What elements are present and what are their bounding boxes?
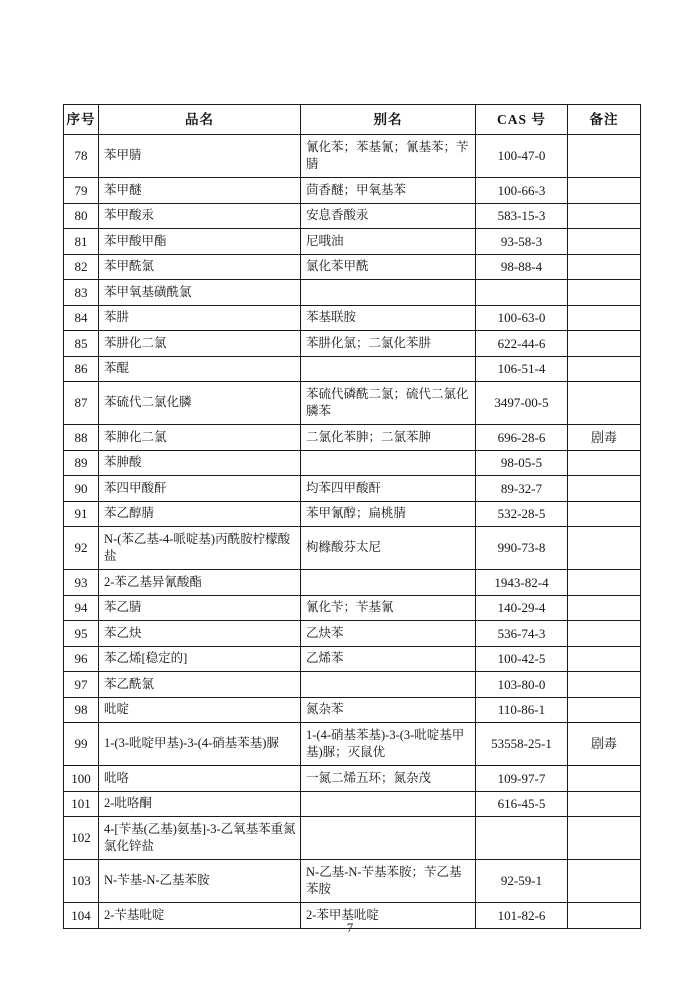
cell-remark — [568, 672, 641, 698]
cell-serial-number: 80 — [64, 203, 99, 229]
column-header: 备注 — [568, 105, 641, 135]
cell-cas-number: 1943-82-4 — [476, 570, 568, 596]
cell-remark: 剧毒 — [568, 425, 641, 451]
cell-product-name: 苯胂酸 — [99, 450, 301, 476]
cell-alias: 安息香酸汞 — [301, 203, 476, 229]
cell-cas-number: 53558-25-1 — [476, 723, 568, 766]
cell-serial-number: 84 — [64, 305, 99, 331]
cell-remark — [568, 817, 641, 860]
cell-product-name: 2-苯乙基异氰酸酯 — [99, 570, 301, 596]
cell-alias: 茴香醚；甲氧基苯 — [301, 178, 476, 204]
table-row — [64, 254, 641, 280]
cell-product-name: N-(苯乙基-4-哌啶基)丙酰胺柠檬酸盐 — [99, 527, 301, 570]
cell-product-name: 吡咯 — [99, 766, 301, 792]
table-row — [64, 305, 641, 331]
cell-serial-number: 95 — [64, 621, 99, 647]
cell-remark — [568, 331, 641, 357]
cell-remark — [568, 527, 641, 570]
cell-cas-number: 93-58-3 — [476, 229, 568, 255]
cell-cas-number: 89-32-7 — [476, 476, 568, 502]
cell-product-name: 苯硫代二氯化膦 — [99, 382, 301, 425]
cell-remark — [568, 229, 641, 255]
cell-cas-number: 110-86-1 — [476, 697, 568, 723]
cell-alias: 2-苯甲基吡啶 — [301, 903, 476, 929]
cell-remark — [568, 766, 641, 792]
cell-alias: 氮杂苯 — [301, 697, 476, 723]
cell-cas-number: 106-51-4 — [476, 356, 568, 382]
cell-remark — [568, 450, 641, 476]
cell-cas-number: 622-44-6 — [476, 331, 568, 357]
table-row — [64, 570, 641, 596]
cell-cas-number: 98-05-5 — [476, 450, 568, 476]
cell-product-name: N-苄基-N-乙基苯胺 — [99, 860, 301, 903]
cell-alias: 乙炔苯 — [301, 621, 476, 647]
cell-remark: 剧毒 — [568, 723, 641, 766]
table-row — [64, 791, 641, 817]
cell-serial-number: 79 — [64, 178, 99, 204]
page-number: 7 — [346, 920, 354, 935]
cell-serial-number: 83 — [64, 280, 99, 306]
cell-product-name: 苯醌 — [99, 356, 301, 382]
cell-product-name: 苯乙炔 — [99, 621, 301, 647]
cell-alias — [301, 791, 476, 817]
table-row — [64, 229, 641, 255]
cell-remark — [568, 791, 641, 817]
cell-product-name: 苯甲腈 — [99, 135, 301, 178]
table-row — [64, 476, 641, 502]
cell-alias: 二氯化苯胂；二氯苯胂 — [301, 425, 476, 451]
cell-product-name: 苯肼 — [99, 305, 301, 331]
column-header: 别名 — [301, 105, 476, 135]
cell-serial-number: 89 — [64, 450, 99, 476]
cell-remark — [568, 646, 641, 672]
cell-serial-number: 88 — [64, 425, 99, 451]
cell-cas-number: 98-88-4 — [476, 254, 568, 280]
cell-remark — [568, 501, 641, 527]
cell-alias: 氰化苄；苄基氰 — [301, 595, 476, 621]
cell-alias: 乙烯苯 — [301, 646, 476, 672]
cell-cas-number: 583-15-3 — [476, 203, 568, 229]
table-row — [64, 178, 641, 204]
cell-serial-number: 96 — [64, 646, 99, 672]
cell-alias: 尼哦油 — [301, 229, 476, 255]
cell-serial-number: 86 — [64, 356, 99, 382]
cell-alias — [301, 672, 476, 698]
cell-alias: 苯基联胺 — [301, 305, 476, 331]
cell-alias — [301, 450, 476, 476]
cell-remark — [568, 135, 641, 178]
table-row — [64, 672, 641, 698]
cell-product-name: 苯四甲酸酐 — [99, 476, 301, 502]
cell-cas-number: 101-82-6 — [476, 903, 568, 929]
chemical-list-table — [63, 104, 641, 929]
cell-remark — [568, 280, 641, 306]
table-row — [64, 527, 641, 570]
cell-alias: 苯硫代磷酰二氯；硫代二氯化膦苯 — [301, 382, 476, 425]
table-row — [64, 450, 641, 476]
cell-cas-number: 100-47-0 — [476, 135, 568, 178]
table-row — [64, 646, 641, 672]
cell-product-name: 苯胂化二氯 — [99, 425, 301, 451]
cell-product-name: 4-[苄基(乙基)氨基]-3-乙氧基苯重氮氯化锌盐 — [99, 817, 301, 860]
cell-serial-number: 82 — [64, 254, 99, 280]
cell-product-name: 苯甲酸甲酯 — [99, 229, 301, 255]
cell-serial-number: 103 — [64, 860, 99, 903]
cell-product-name: 苯甲酰氯 — [99, 254, 301, 280]
cell-remark — [568, 178, 641, 204]
cell-cas-number: 109-97-7 — [476, 766, 568, 792]
table-row — [64, 766, 641, 792]
cell-cas-number: 532-28-5 — [476, 501, 568, 527]
cell-cas-number: 100-66-3 — [476, 178, 568, 204]
table-row — [64, 356, 641, 382]
cell-serial-number: 102 — [64, 817, 99, 860]
table-row — [64, 331, 641, 357]
cell-serial-number: 101 — [64, 791, 99, 817]
cell-alias — [301, 570, 476, 596]
cell-cas-number: 100-42-5 — [476, 646, 568, 672]
cell-cas-number — [476, 817, 568, 860]
cell-cas-number: 100-63-0 — [476, 305, 568, 331]
cell-serial-number: 90 — [64, 476, 99, 502]
cell-remark — [568, 697, 641, 723]
cell-serial-number: 87 — [64, 382, 99, 425]
cell-cas-number: 140-29-4 — [476, 595, 568, 621]
table-header-row — [64, 105, 641, 135]
cell-serial-number: 81 — [64, 229, 99, 255]
cell-product-name: 苯甲醚 — [99, 178, 301, 204]
cell-serial-number: 98 — [64, 697, 99, 723]
cell-product-name: 苯乙醇腈 — [99, 501, 301, 527]
cell-product-name: 苯肼化二氯 — [99, 331, 301, 357]
cell-alias: 枸橼酸芬太尼 — [301, 527, 476, 570]
cell-cas-number: 696-28-6 — [476, 425, 568, 451]
cell-remark — [568, 860, 641, 903]
cell-remark — [568, 621, 641, 647]
cell-alias: 苯肼化氯；二氯化苯肼 — [301, 331, 476, 357]
cell-serial-number: 91 — [64, 501, 99, 527]
column-header: 序号 — [64, 105, 99, 135]
cell-alias: 氯化苯甲酰 — [301, 254, 476, 280]
cell-serial-number: 93 — [64, 570, 99, 596]
table-row — [64, 697, 641, 723]
cell-cas-number — [476, 280, 568, 306]
cell-remark — [568, 305, 641, 331]
cell-remark — [568, 595, 641, 621]
cell-alias — [301, 356, 476, 382]
cell-product-name: 2-苄基吡啶 — [99, 903, 301, 929]
cell-product-name: 吡啶 — [99, 697, 301, 723]
cell-product-name: 苯乙腈 — [99, 595, 301, 621]
cell-remark — [568, 203, 641, 229]
cell-alias: 苯甲氰醇；扁桃腈 — [301, 501, 476, 527]
cell-alias — [301, 280, 476, 306]
column-header: CAS 号 — [476, 105, 568, 135]
table-row — [64, 723, 641, 766]
cell-cas-number: 103-80-0 — [476, 672, 568, 698]
table-row — [64, 203, 641, 229]
column-header: 品名 — [99, 105, 301, 135]
table-row — [64, 425, 641, 451]
cell-serial-number: 92 — [64, 527, 99, 570]
table-row — [64, 860, 641, 903]
table-row — [64, 135, 641, 178]
cell-serial-number: 100 — [64, 766, 99, 792]
table-row — [64, 621, 641, 647]
cell-alias: 一氮二烯五环；氮杂茂 — [301, 766, 476, 792]
cell-alias: 均苯四甲酸酐 — [301, 476, 476, 502]
cell-serial-number: 85 — [64, 331, 99, 357]
cell-product-name: 2-吡咯酮 — [99, 791, 301, 817]
cell-remark — [568, 382, 641, 425]
cell-alias: N-乙基-N-苄基苯胺；苄乙基苯胺 — [301, 860, 476, 903]
table-row — [64, 595, 641, 621]
cell-product-name: 1-(3-吡啶甲基)-3-(4-硝基苯基)脲 — [99, 723, 301, 766]
table-row — [64, 817, 641, 860]
cell-product-name: 苯甲酸汞 — [99, 203, 301, 229]
cell-alias — [301, 817, 476, 860]
cell-product-name: 苯乙烯[稳定的] — [99, 646, 301, 672]
cell-cas-number: 536-74-3 — [476, 621, 568, 647]
cell-serial-number: 78 — [64, 135, 99, 178]
cell-remark — [568, 356, 641, 382]
cell-cas-number: 616-45-5 — [476, 791, 568, 817]
cell-cas-number: 990-73-8 — [476, 527, 568, 570]
cell-cas-number: 3497-00-5 — [476, 382, 568, 425]
cell-serial-number: 99 — [64, 723, 99, 766]
cell-remark — [568, 570, 641, 596]
cell-product-name: 苯甲氧基磺酰氯 — [99, 280, 301, 306]
table-row — [64, 501, 641, 527]
cell-serial-number: 104 — [64, 903, 99, 929]
cell-alias: 1-(4-硝基苯基)-3-(3-吡啶基甲基)脲；灭鼠优 — [301, 723, 476, 766]
table-row — [64, 382, 641, 425]
cell-cas-number: 92-59-1 — [476, 860, 568, 903]
cell-alias: 氰化苯；苯基氰；氰基苯；苄腈 — [301, 135, 476, 178]
cell-serial-number: 97 — [64, 672, 99, 698]
table-row — [64, 280, 641, 306]
cell-remark — [568, 254, 641, 280]
cell-product-name: 苯乙酰氯 — [99, 672, 301, 698]
cell-remark — [568, 476, 641, 502]
cell-serial-number: 94 — [64, 595, 99, 621]
